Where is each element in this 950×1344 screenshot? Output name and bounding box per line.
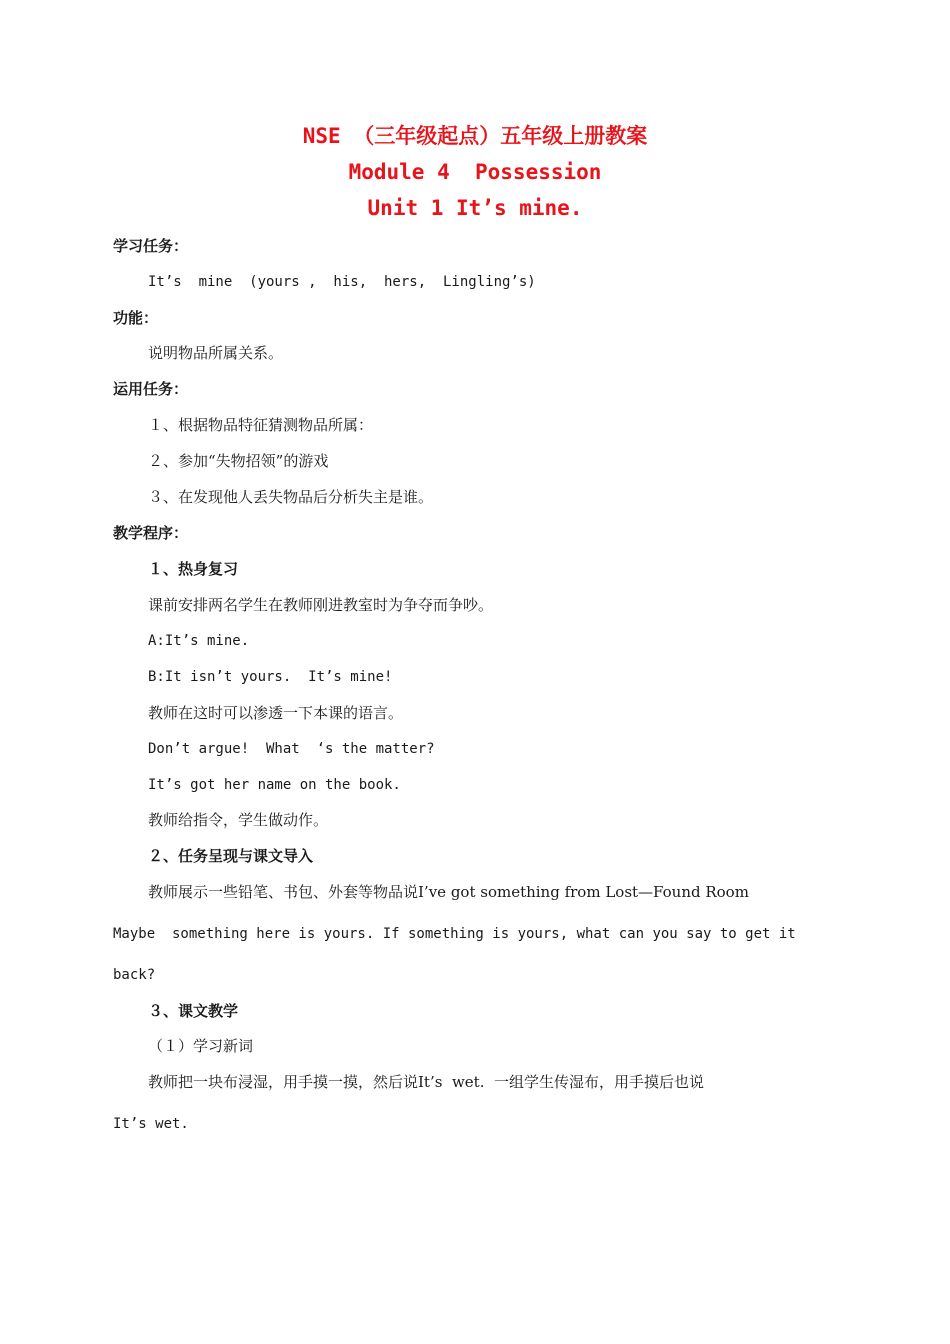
function-heading: 功能： xyxy=(113,309,159,327)
text-teaching-heading: ３、课文教学 xyxy=(148,1002,239,1020)
warmup-line: A:It’s mine. xyxy=(148,633,250,649)
application-task-item: ３、在发现他人丢失物品后分析失主是谁。 xyxy=(148,488,434,506)
warmup-line: Don’t argue! What ‘s the matter? xyxy=(148,741,435,757)
warmup-line: 课前安排两名学生在教师刚进教室时为争夺而争吵。 xyxy=(148,596,494,614)
task-intro-line: back? xyxy=(113,967,156,983)
document-title xyxy=(0,118,950,226)
task-intro-line: 教师展示一些铅笔、书包、外套等物品说I’ve got something from Lost—Found Room xyxy=(148,883,749,901)
learning-task-heading: 学习任务： xyxy=(113,237,189,255)
warmup-line: It’s got her name on the book. xyxy=(148,777,401,793)
warmup-line: 教师给指令，学生做动作。 xyxy=(148,811,329,829)
title-line-module: Module 4 Possession xyxy=(348,160,602,184)
title-line-course: NSE （三年级起点）五年级上册教案 xyxy=(302,124,648,148)
task-intro-heading: ２、任务呈现与课文导入 xyxy=(148,847,314,865)
application-task-item: １、根据物品特征猜测物品所属： xyxy=(148,416,374,434)
function-content: 说明物品所属关系。 xyxy=(148,344,284,362)
learning-task-content: It’s mine (yours , his, hers, Lingling’s) xyxy=(148,274,536,290)
procedure-heading: 教学程序： xyxy=(113,524,189,542)
warmup-line: B:It isn’t yours. It’s mine! xyxy=(148,669,393,685)
application-task-heading: 运用任务： xyxy=(113,380,189,398)
text-teaching-line: It’s wet. xyxy=(113,1116,189,1132)
warmup-heading: １、热身复习 xyxy=(148,560,239,578)
text-teaching-sub: （１）学习新词 xyxy=(148,1037,254,1055)
application-task-item: ２、参加“失物招领”的游戏 xyxy=(148,452,329,470)
warmup-line: 教师在这时可以渗透一下本课的语言。 xyxy=(148,704,404,722)
title-line-unit: Unit 1 It’s mine. xyxy=(367,196,583,220)
text-teaching-line: 教师把一块布浸湿，用手摸一摸，然后说It’s wet. 一组学生传湿布，用手摸后也说 xyxy=(148,1073,705,1091)
task-intro-line: Maybe something here is yours. If something is yours, what can you say to get it xyxy=(113,926,796,942)
